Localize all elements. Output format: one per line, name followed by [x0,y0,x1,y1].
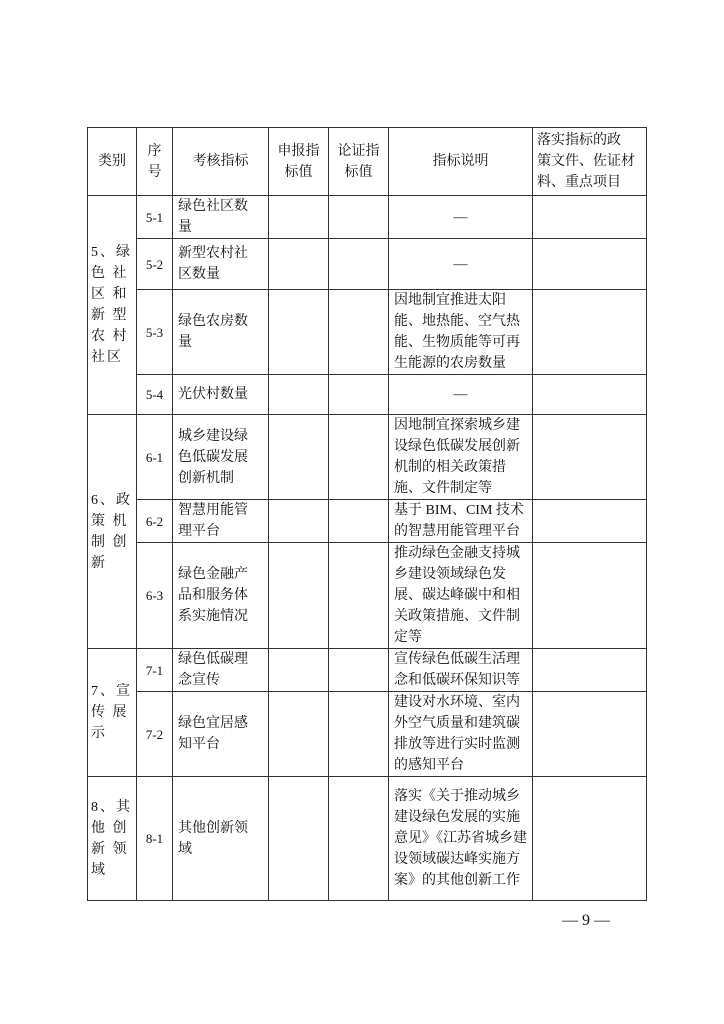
page-number: — 9 — [562,912,610,929]
supporting-docs [533,290,647,375]
supporting-docs [533,239,647,290]
indicator-name: 绿色宜居感 知平台 [173,692,269,777]
category-cell: 7、宣 传 展 示 [88,649,137,777]
indicator-description: 因地制宜推进太阳 能、地热能、空气热 能、生物质能等可再 生能源的农房数量 [389,290,533,375]
declared-value [269,290,329,375]
declared-value [269,375,329,415]
declared-value [269,777,329,901]
table-row [88,239,647,290]
table-row [88,500,647,543]
indicator-table [87,127,647,901]
supporting-docs [533,196,647,239]
indicator-description: — [389,196,533,239]
indicator-name: 绿色社区数 量 [173,196,269,239]
header-category: 类别 [88,128,137,196]
header-description: 指标说明 [389,128,533,196]
indicator-name: 智慧用能管 理平台 [173,500,269,543]
supporting-docs [533,415,647,500]
table-row [88,543,647,649]
row-number: 5-3 [137,290,173,375]
row-number: 6-3 [137,543,173,649]
table-row [88,290,647,375]
category-cell: 5、绿 色 社 区 和 新 型 农 村 社区 [88,196,137,415]
table-row [88,692,647,777]
indicator-name: 光伏村数量 [173,375,269,415]
header-supporting-docs: 落实指标的政 策文件、佐证材 料、重点项目 [533,128,647,196]
verified-value [329,290,389,375]
declared-value [269,543,329,649]
indicator-description: 建设对水环境、室内 外空气质量和建筑碳 排放等进行实时监测 的感知平台 [389,692,533,777]
row-number: 8-1 [137,777,173,901]
row-number: 5-2 [137,239,173,290]
indicator-description: — [389,239,533,290]
row-number: 6-1 [137,415,173,500]
declared-value [269,415,329,500]
declared-value [269,239,329,290]
declared-value [269,649,329,692]
indicator-name: 绿色农房数 量 [173,290,269,375]
declared-value [269,196,329,239]
row-number: 5-4 [137,375,173,415]
indicator-name: 城乡建设绿 色低碳发展 创新机制 [173,415,269,500]
indicator-name: 新型农村社 区数量 [173,239,269,290]
table-row [88,415,647,500]
verified-value [329,649,389,692]
indicator-description: 落实《关于推动城乡 建设绿色发展的实施 意见》《江苏省城乡建 设领域碳达峰实施方 案》的其他创新工作 [389,777,533,901]
row-number: 7-1 [137,649,173,692]
verified-value [329,415,389,500]
supporting-docs [533,375,647,415]
supporting-docs [533,543,647,649]
header-verified-value: 论证指 标值 [329,128,389,196]
table-row [88,375,647,415]
table-row [88,777,647,901]
verified-value [329,543,389,649]
row-number: 5-1 [137,196,173,239]
verified-value [329,777,389,901]
verified-value [329,692,389,777]
verified-value [329,500,389,543]
indicator-description: 基于 BIM、CIM 技术 的智慧用能管理平台 [389,500,533,543]
table-row [88,196,647,239]
indicator-description: 因地制宜探索城乡建 设绿色低碳发展创新 机制的相关政策措 施、文件制定等 [389,415,533,500]
indicator-description: 宣传绿色低碳生活理 念和低碳环保知识等 [389,649,533,692]
supporting-docs [533,649,647,692]
indicator-name: 其他创新领 域 [173,777,269,901]
header-declared-value: 申报指 标值 [269,128,329,196]
row-number: 6-2 [137,500,173,543]
category-cell: 8、其 他 创 新 领 域 [88,777,137,901]
supporting-docs [533,692,647,777]
indicator-description: 推动绿色金融支持城 乡建设领域绿色发 展、碳达峰碳中和相 关政策措施、文件制 定等 [389,543,533,649]
header-number: 序 号 [137,128,173,196]
indicator-name: 绿色低碳理 念宣传 [173,649,269,692]
verified-value [329,196,389,239]
supporting-docs [533,500,647,543]
header-indicator: 考核指标 [173,128,269,196]
verified-value [329,239,389,290]
supporting-docs [533,777,647,901]
declared-value [269,500,329,543]
row-number: 7-2 [137,692,173,777]
header-row [88,128,647,196]
indicator-name: 绿色金融产 品和服务体 系实施情况 [173,543,269,649]
indicator-description: — [389,375,533,415]
declared-value [269,692,329,777]
category-cell: 6、政 策 机 制 创 新 [88,415,137,649]
verified-value [329,375,389,415]
table-row [88,649,647,692]
